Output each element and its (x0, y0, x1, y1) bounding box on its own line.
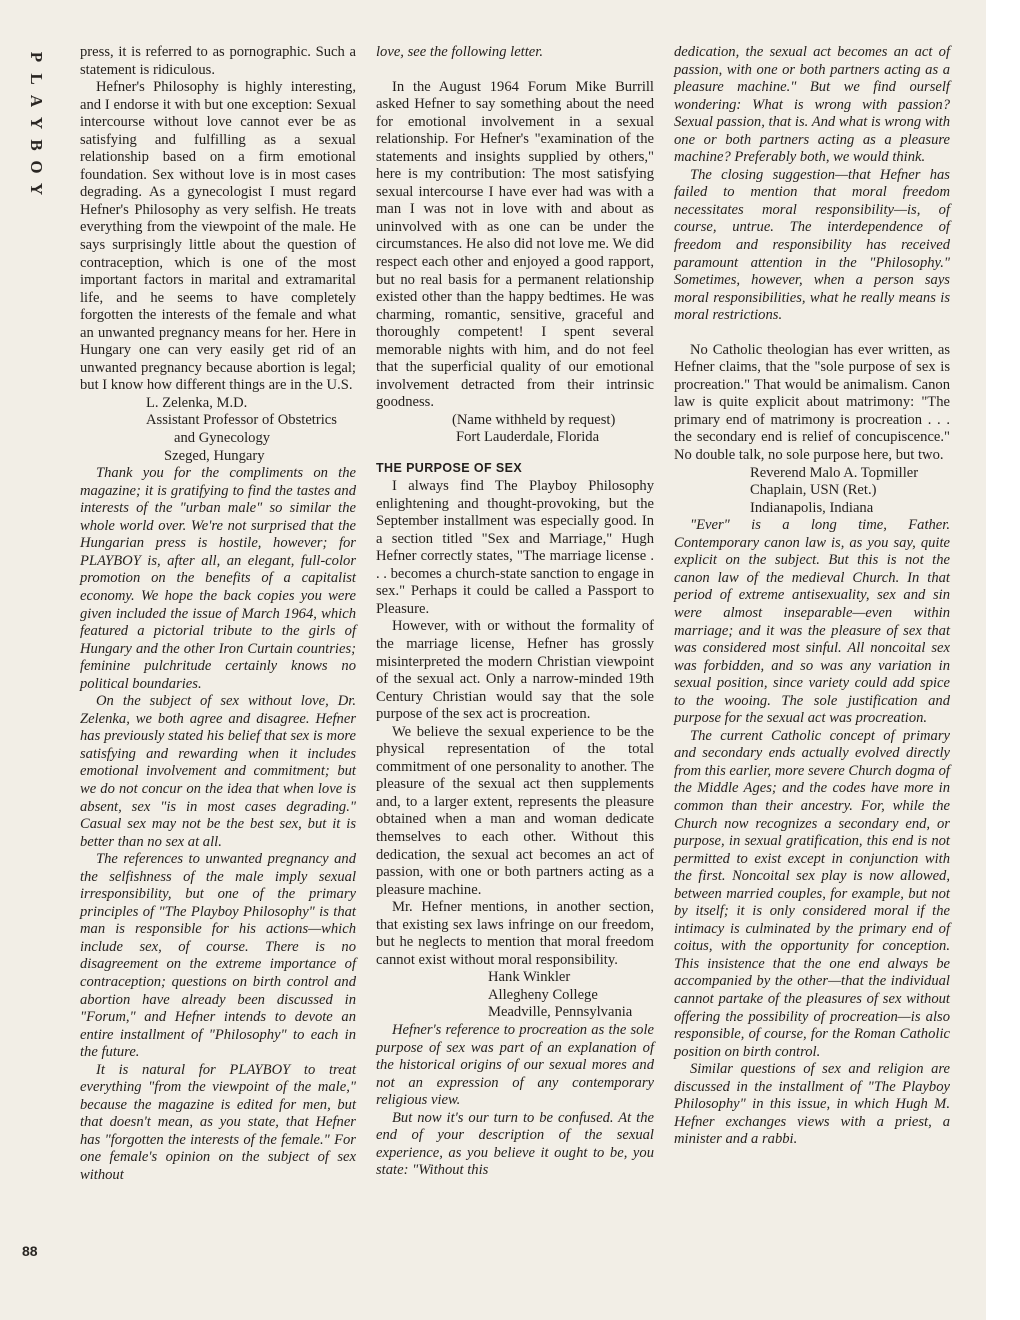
editor-reply-paragraph: Thank you for the compliments on the magazine; it is gratifying to find the tastes and interests of the "urban male" so similar the whole world over. We're not surprised that the Hungarian press is hostile, however; for PLAYBOY is, after all, an elegant, full-color promotion on the benefits of a capitalist economy. We hope the back copies you were given included the issue of March 1964, which featured a pictorial tribute to the girls of Hungary and the other Iron Curtain countries; feminine pulchritude certainly knows no political boundaries. (80, 465, 356, 692)
signature-line: and Gynecology (174, 430, 271, 447)
page-edge (986, 0, 1020, 1320)
letter-paragraph: I always find The Playboy Philosophy enlightening and thought-provoking, but the September installment was especially good. In a section titled "Sex and Marriage," Hugh Hefner correctly states, "The marriage license . . . becomes a church-state sanction to engage in sex." Perhaps it could be called a Passport to Pleasure. (376, 478, 654, 617)
editor-reply-paragraph: Similar questions of sex and religion are discussed in the installment of "The Playboy Philosophy" in this issue, in which Hugh M. Hefner exchanges views with a priest, a minister and a rabbi. (674, 1061, 950, 1148)
editor-reply-paragraph: The current Catholic concept of primary and secondary ends actually evolved directly from this earlier, more severe Church dogma of the Middle Ages; and the codes have more in common than their ancestry. For, while the Church now recognizes a secondary end, or purpose, in sexual gratification, this end is not permitted to exist except in conjunction with the first. Noncoital sex play is now allowed, between married couples, for example, but not by itself; it is only considered moral if the intimacy is culminated by the primary end of coitus, with the opportunity for conception. This insistence that the one end always be accompanied by the other—that the individual cannot partake of the pleasures of sex without offering the possibility of procreation—is also responsible, of course, for the Roman Catholic position on birth control. (674, 727, 950, 1060)
column-2 (376, 44, 654, 1180)
editor-reply-paragraph: But now it's our turn to be confused. At the end of your description of the sexual experience, as you believe it ought to be, you state: "Without this (376, 1109, 654, 1179)
letter-paragraph: press, it is referred to as pornographic. Such a statement is ridiculous. (80, 44, 356, 78)
vertical-name-letter: B (27, 139, 46, 151)
vertical-name-letter: A (27, 94, 46, 108)
signature-line: (Name withheld by request) (452, 411, 616, 428)
editor-reply-paragraph: The closing suggestion—that Hefner has failed to mention that moral freedom necessitates moral responsibility—is, of course, untrue. The interdependence of freedom and responsibility has received paramount attention in the "Philosophy." Sometimes, however, when a person says moral responsibilities, what he really means is moral restrictions. (674, 166, 950, 324)
editor-reply-paragraph: Hefner's reference to procreation as the sole purpose of sex was part of an explanation of the historical origins of our sexual mores and not an expression of any contemporary religious view. (376, 1021, 654, 1109)
vertical-name-letter: P (27, 51, 46, 63)
signature-line: Hank Winkler (488, 969, 571, 986)
signature-line: Reverend Malo A. Topmiller (750, 464, 919, 481)
letter-signature (674, 465, 950, 518)
editor-reply-paragraph: love, see the following letter. (376, 44, 543, 60)
page-number: 88 (22, 1243, 38, 1259)
column-3 (674, 44, 950, 1149)
vertical-magazine-name (26, 46, 46, 200)
letter-paragraph: Mr. Hefner mentions, in another section, that existing sex laws infringe on our freedom, but he neglects to mention that moral freedom cannot exist without moral responsibility. (376, 899, 654, 968)
letter-paragraph: In the August 1964 Forum Mike Burrill asked Hefner to say something about the need for emotional involvement in a sexual relationship. For Hefner's "examination of the statements and insights supplied by others," here is my contribution: The most satisfying sexual intercourse I have ever had was with a man I was not in love with and about as uninvolved with as one can be under the circumstances. He also did not love me. We did respect each other and enjoyed a good rapport, but no real basis for a permanent relationship existed other than the happy bedtimes. He was charming, romantic, sensitive, graceful and thoroughly competent! I spent several memorable nights with him, and do not feel that the superficial quality of our emotional involvement detracted from their intrinsic goodness. (376, 78, 654, 411)
signature-line: L. Zelenka, M.D. (146, 394, 248, 411)
editor-reply-paragraph: dedication, the sexual act becomes an act of passion, with one or both partners acting as a pleasure machine." But we find ourself wondering: What is wrong with passion? Sexual passion, that is. And what is wrong with one or both partners acting as a pleasure machine? Preferably both, we would think. (674, 44, 950, 166)
editor-reply-paragraph: The references to unwanted pregnancy and the selfishness of the male imply sexual irresponsibility, but one of the primary principles of "The Playboy Philosophy" is that man is responsible for his actions—which include sex, of course. There is no disagreement on the extreme importance of contraception; questions on birth control and abortion have already been discussed in "Forum," and Hefner intends to devote an entire installment of "Philosophy" to each in the future. (80, 851, 356, 1061)
letter-paragraph: We believe the sexual experience to be the physical representation of the total commitment of one personality to another. The pleasure of the sexual act then supplements and, to a larger extent, represents the pleasure obtained when a man and woman dedicate themselves to each other. Without this dedication, the sexual act becomes an act of passion, with one or both partners acting as a pleasure machine. (376, 723, 654, 898)
letter-paragraph: Hefner's Philosophy is highly interesting, and I endorse it with but one exception: Sexual intercourse without love cannot ever be as satisfying and fulfilling as a sexual relationship based on a firm emotional foundation. Sex without love is in most cases degrading. As a gynecologist I must regard Hefner's Philosophy as very selfish. He treats everything from the viewpoint of the male. He says surprisingly little about the question of contraception, which is one of the most important factors in marital and extramarital life, and he seems to have completely forgotten the interests of the female and what an unwanted pregnancy means for her. Here in Hungary one can very easily get rid of an unwanted pregnancy because abortion is legal; but I know how different things are in the U.S. (80, 79, 356, 394)
signature-line: Indianapolis, Indiana (750, 499, 874, 516)
signature-line: Meadville, Pennsylvania (488, 1004, 633, 1021)
editor-reply-paragraph: "Ever" is a long time, Father. Contemporary canon law is, as you say, quite explicit on the subject. But this is not the canon law of the medieval Church. In that period of extreme antisexuality, sex and sin were almost inseparable—even within marriage; and it was the pleasure of sex that was considered most sinful. All noncoital sex was forbidden, and so was any variation in sexual position, since variety could add spice to the wooing. The sole justification and purpose for the sexual act was procreation. (674, 517, 950, 727)
signature-line: Szeged, Hungary (164, 447, 265, 464)
section-heading: THE PURPOSE OF SEX (376, 461, 523, 476)
vertical-name-letter: Y (27, 182, 46, 196)
letter-paragraph: No Catholic theologian has ever written, as Hefner claims, that the "sole purpose of sex is procreation." That would be animalism. Canon law is quite explicit about matrimony: "The primary end of matrimony is procreation . . . the secondary end is relief of concupiscence." No double talk, no sole purpose here, but two. (674, 341, 950, 464)
signature-line: Allegheny College (488, 986, 598, 1003)
letter-signature (376, 969, 654, 1022)
signature-line: Fort Lauderdale, Florida (456, 429, 600, 446)
letter-signature (80, 395, 356, 465)
editor-reply-paragraph: On the subject of sex without love, Dr. Zelenka, we both agree and disagree. Hefner has previously stated his belief that sex is more satisfying and rewarding when it includes emotional involvement and commitment; but we do not concur on the idea that when love is absent, sex "is in most cases degrading." Casual sex may not be the best sex, but it is better than no sex at all. (80, 693, 356, 850)
signature-line: Chaplain, USN (Ret.) (750, 482, 877, 499)
letter-signature (376, 412, 654, 447)
letter-paragraph: However, with or without the formality of the marriage license, Hefner has grossly misinterpreted the modern Christian viewpoint of the sexual act. Only a narrow-minded 19th Century Christian would say that the sole purpose of the sex act is procreation. (376, 618, 654, 723)
vertical-name-letter: Y (27, 116, 46, 130)
signature-line: Assistant Professor of Obstetrics (146, 412, 337, 429)
vertical-name-letter: L (27, 73, 46, 85)
editor-reply-paragraph: It is natural for PLAYBOY to treat everything "from the viewpoint of the male," because the magazine is edited for men, but that doesn't mean, as you state, that Hefner has "forgotten the interests of the female." For one female's opinion on the subject of sex without (80, 1061, 356, 1183)
vertical-name-letter: O (27, 160, 46, 174)
column-1 (80, 44, 356, 1185)
